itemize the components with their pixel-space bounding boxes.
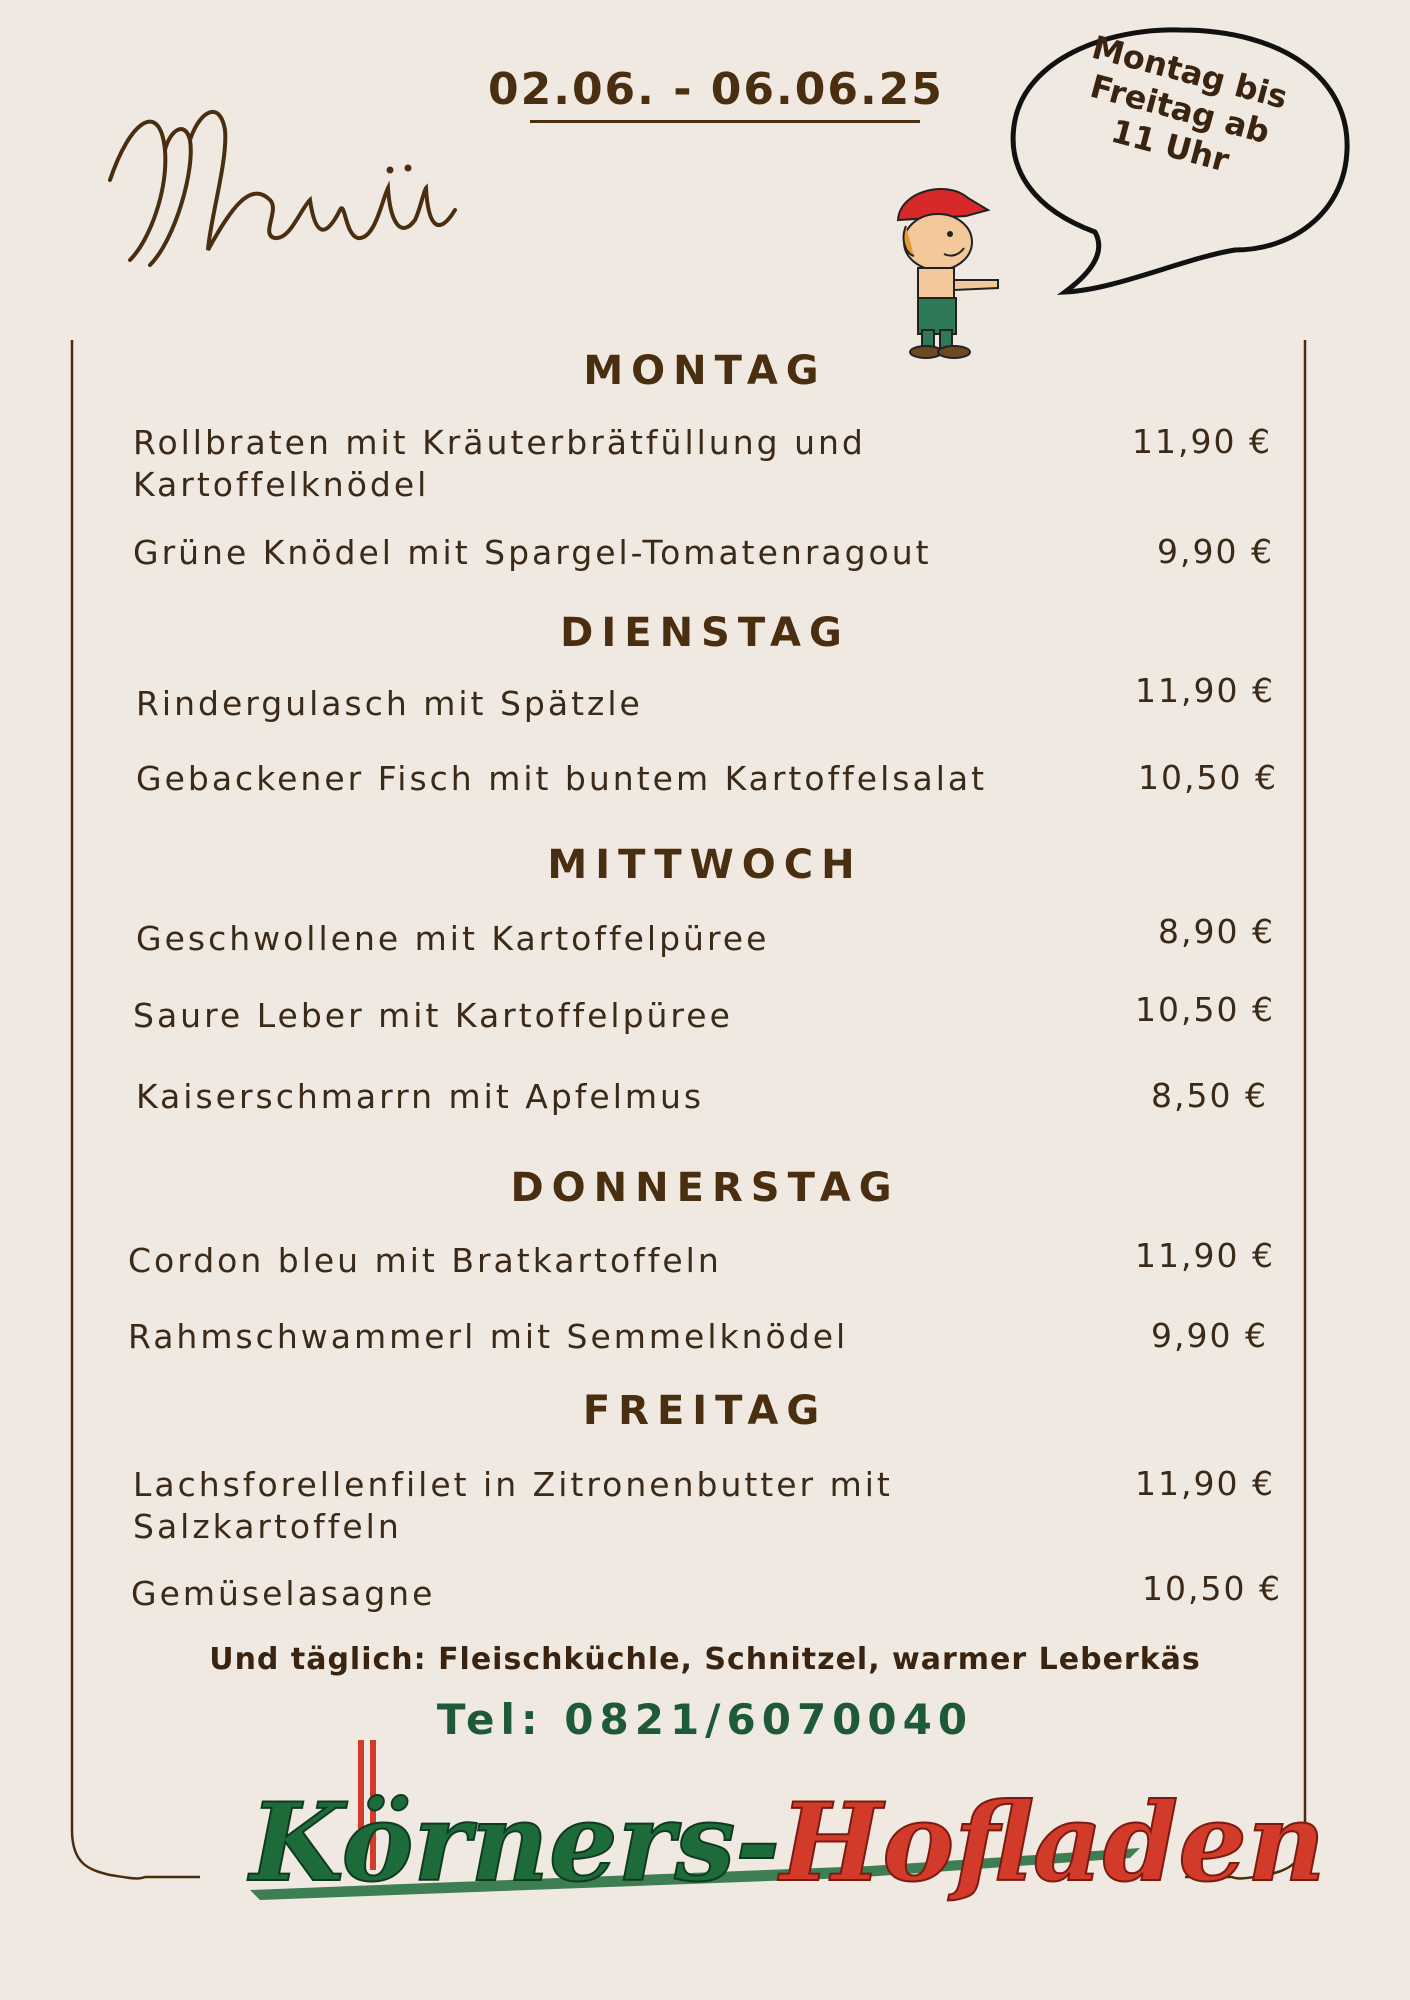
daily-specials: Und täglich: Fleischküchle, Schnitzel, warmer Leberkäs xyxy=(209,1642,1201,1677)
dish-mittwoch-3: Kaiserschmarrn mit Apfelmus xyxy=(136,1077,705,1116)
dish-donnerstag-2: Rahmschwammerl mit Semmelknödel xyxy=(128,1317,849,1356)
dish-dienstag-1: Rindergulasch mit Spätzle xyxy=(136,684,643,723)
price-montag-2: 9,90 € xyxy=(1157,532,1274,571)
logo-text-part-2: Hofladen xyxy=(780,1780,1326,1906)
day-heading-donnerstag: DONNERSTAG xyxy=(510,1165,900,1211)
price-donnerstag-1: 11,90 € xyxy=(1135,1236,1275,1275)
price-mittwoch-1: 8,90 € xyxy=(1158,912,1275,951)
price-donnerstag-2: 9,90 € xyxy=(1151,1316,1268,1355)
dish-donnerstag-1: Cordon bleu mit Bratkartoffeln xyxy=(128,1241,722,1280)
date-range: 02.06. - 06.06.25 xyxy=(488,64,944,115)
logo-text-part-1: Körners- xyxy=(250,1780,781,1906)
dish-montag-2: Grüne Knödel mit Spargel-Tomatenragout xyxy=(133,533,932,572)
menu-title-text: Menü xyxy=(90,60,93,61)
logo-text xyxy=(247,1780,1326,1906)
day-heading-dienstag: DIENSTAG xyxy=(560,610,850,656)
date-underline xyxy=(530,120,920,123)
price-freitag-1: 11,90 € xyxy=(1135,1464,1275,1503)
hofladen-logo xyxy=(230,1740,1326,1920)
price-montag-1: 11,90 € xyxy=(1132,422,1272,461)
price-freitag-2: 10,50 € xyxy=(1142,1569,1282,1608)
dish-freitag-1: Lachsforellenfilet in Zitronenbutter mit Salzkartoffeln xyxy=(133,1465,893,1546)
day-heading-freitag: FREITAG xyxy=(582,1388,828,1434)
menu-title-script xyxy=(90,60,510,300)
price-dienstag-1: 11,90 € xyxy=(1135,671,1275,710)
day-heading-mittwoch: MITTWOCH xyxy=(547,842,863,888)
opening-hours-text: Montag bis Freitag ab 11 Uhr xyxy=(1086,27,1292,180)
price-dienstag-2: 10,50 € xyxy=(1138,758,1278,797)
dish-montag-1: Rollbraten mit Kräuterbrätfüllung und Kartoffelknödel xyxy=(133,423,866,504)
phone-number[interactable]: Tel: 0821/6070040 xyxy=(436,1695,974,1744)
day-heading-montag: MONTAG xyxy=(583,348,827,394)
price-mittwoch-2: 10,50 € xyxy=(1135,990,1275,1029)
dish-dienstag-2: Gebackener Fisch mit buntem Kartoffelsalat xyxy=(136,759,988,798)
dish-mittwoch-1: Geschwollene mit Kartoffelpüree xyxy=(136,919,770,958)
dish-mittwoch-2: Saure Leber mit Kartoffelpüree xyxy=(133,996,733,1035)
price-mittwoch-3: 8,50 € xyxy=(1151,1076,1268,1115)
dish-freitag-2: Gemüselasagne xyxy=(131,1574,436,1613)
